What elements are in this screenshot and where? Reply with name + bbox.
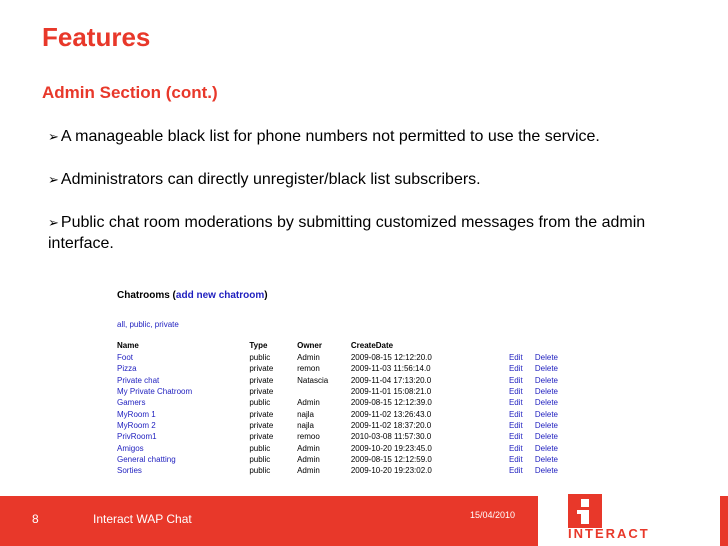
table-row [117, 431, 562, 442]
room-owner: Admin [297, 443, 320, 453]
room-name-link[interactable]: MyRoom 2 [117, 420, 156, 430]
page-number: 8 [32, 512, 39, 526]
edit-link[interactable]: Edit [508, 409, 523, 419]
table-row [117, 352, 562, 363]
room-owner: Admin [297, 353, 320, 363]
room-type: private [249, 432, 274, 442]
room-type: private [249, 409, 274, 419]
table-header-row [117, 340, 562, 352]
room-createdate: 2009-11-01 15:08:21.0 [350, 387, 432, 397]
table-row [117, 465, 562, 476]
slide-title: Features [42, 22, 151, 52]
edit-link[interactable]: Edit [508, 443, 523, 453]
room-type: public [249, 443, 271, 453]
room-owner: Natascia [297, 375, 329, 385]
column-header-delete [535, 340, 562, 352]
room-owner: Admin [297, 454, 320, 464]
add-new-chatroom-link[interactable]: add new chatroom [175, 290, 265, 301]
chatrooms-heading [117, 290, 268, 301]
room-name-link[interactable]: My Private Chatroom [117, 387, 193, 397]
delete-link[interactable]: Delete [534, 375, 558, 385]
room-createdate: 2009-11-02 18:37:20.0 [350, 420, 432, 430]
room-name-link[interactable]: Pizza [117, 364, 137, 374]
room-owner: Admin [297, 466, 320, 476]
room-type: private [249, 364, 274, 374]
edit-link[interactable]: Edit [508, 375, 523, 385]
room-type: private [249, 420, 274, 430]
arrow-bullet-icon: ➢ [48, 129, 59, 144]
room-createdate: 2009-08-15 12:12:59.0 [350, 454, 432, 464]
table-row [117, 397, 562, 408]
room-owner: remoo [297, 432, 320, 442]
edit-link[interactable]: Edit [508, 420, 523, 430]
room-name-link[interactable]: Private chat [117, 375, 160, 385]
bullet-text: A manageable black list for phone numbers not permitted to use the service. [60, 128, 600, 145]
room-owner: najla [297, 409, 314, 419]
chatroom-filter-links[interactable]: all, public, private [117, 320, 179, 329]
bullet-text: Administrators can directly unregister/black list subscribers. [60, 171, 481, 188]
table-row [117, 408, 562, 419]
column-header-name: Name [117, 341, 139, 350]
delete-link[interactable]: Delete [534, 387, 558, 397]
column-header-owner: Owner [297, 341, 322, 350]
room-type: public [249, 454, 271, 464]
room-type: private [249, 387, 274, 397]
edit-link[interactable]: Edit [508, 466, 523, 476]
delete-link[interactable]: Delete [534, 443, 558, 453]
delete-link[interactable]: Delete [534, 420, 558, 430]
arrow-bullet-icon: ➢ [48, 215, 59, 230]
room-owner: remon [297, 364, 320, 374]
presentation-name: Interact WAP Chat [93, 512, 192, 526]
column-header-type: Type [249, 341, 268, 350]
delete-link[interactable]: Delete [534, 353, 558, 363]
room-createdate: 2009-11-02 13:26:43.0 [350, 409, 432, 419]
heading-prefix: Chatrooms ( [117, 290, 176, 301]
edit-link[interactable]: Edit [508, 364, 523, 374]
edit-link[interactable]: Edit [508, 454, 523, 464]
bullet-item [48, 169, 698, 190]
table-row [117, 420, 562, 431]
arrow-bullet-icon: ➢ [48, 172, 59, 187]
room-type: public [249, 353, 271, 363]
room-name-link[interactable]: General chatting [117, 454, 176, 464]
column-header-createdate: CreateDate [350, 341, 394, 350]
room-type: public [249, 466, 271, 476]
room-type: private [249, 375, 274, 385]
room-createdate: 2009-08-15 12:12:39.0 [350, 398, 432, 408]
delete-link[interactable]: Delete [534, 409, 558, 419]
room-createdate: 2009-11-04 17:13:20.0 [350, 375, 432, 385]
delete-link[interactable]: Delete [534, 364, 558, 374]
column-header-edit [509, 340, 535, 352]
room-createdate: 2009-08-15 12:12:20.0 [350, 353, 432, 363]
room-name-link[interactable]: Sorties [117, 466, 142, 476]
room-name-link[interactable]: Foot [117, 353, 134, 363]
room-createdate: 2009-10-20 19:23:45.0 [350, 443, 432, 453]
room-createdate: 2009-10-20 19:23:02.0 [350, 466, 432, 476]
chatrooms-table [117, 340, 562, 476]
room-createdate: 2010-03-08 11:57:30.0 [350, 432, 432, 442]
delete-link[interactable]: Delete [534, 466, 558, 476]
room-owner: Admin [297, 398, 320, 408]
room-name-link[interactable]: PrivRoom1 [117, 432, 157, 442]
room-owner [297, 386, 351, 397]
table-row [117, 442, 562, 453]
delete-link[interactable]: Delete [534, 398, 558, 408]
edit-link[interactable]: Edit [508, 387, 523, 397]
edit-link[interactable]: Edit [508, 353, 523, 363]
room-name-link[interactable]: Gamers [117, 398, 146, 408]
interact-logo [538, 478, 720, 546]
bullet-text: Public chat room moderations by submitting customized messages from the admin interface. [48, 214, 646, 252]
table-row [117, 375, 562, 386]
table-row [117, 454, 562, 465]
room-name-link[interactable]: Amigos [117, 443, 144, 453]
interact-logo-mark-icon [568, 494, 602, 528]
slide-subtitle: Admin Section (cont.) [42, 83, 218, 102]
bullet-item [48, 212, 698, 254]
edit-link[interactable]: Edit [508, 398, 523, 408]
logo-wordmark: INTERACT [568, 526, 650, 541]
table-row [117, 363, 562, 374]
delete-link[interactable]: Delete [534, 454, 558, 464]
bullet-list [48, 126, 698, 276]
edit-link[interactable]: Edit [508, 432, 523, 442]
chatrooms-table-body [117, 352, 562, 476]
delete-link[interactable]: Delete [534, 432, 558, 442]
table-row [117, 386, 562, 397]
footer-date: 15/04/2010 [470, 510, 516, 520]
room-owner: najla [297, 420, 314, 430]
room-name-link[interactable]: MyRoom 1 [117, 409, 156, 419]
room-createdate: 2009-11-03 11:56:14.0 [350, 364, 431, 374]
bullet-item [48, 126, 698, 147]
heading-suffix: ) [264, 290, 268, 301]
chatrooms-screenshot [112, 286, 562, 498]
room-type: public [249, 398, 271, 408]
